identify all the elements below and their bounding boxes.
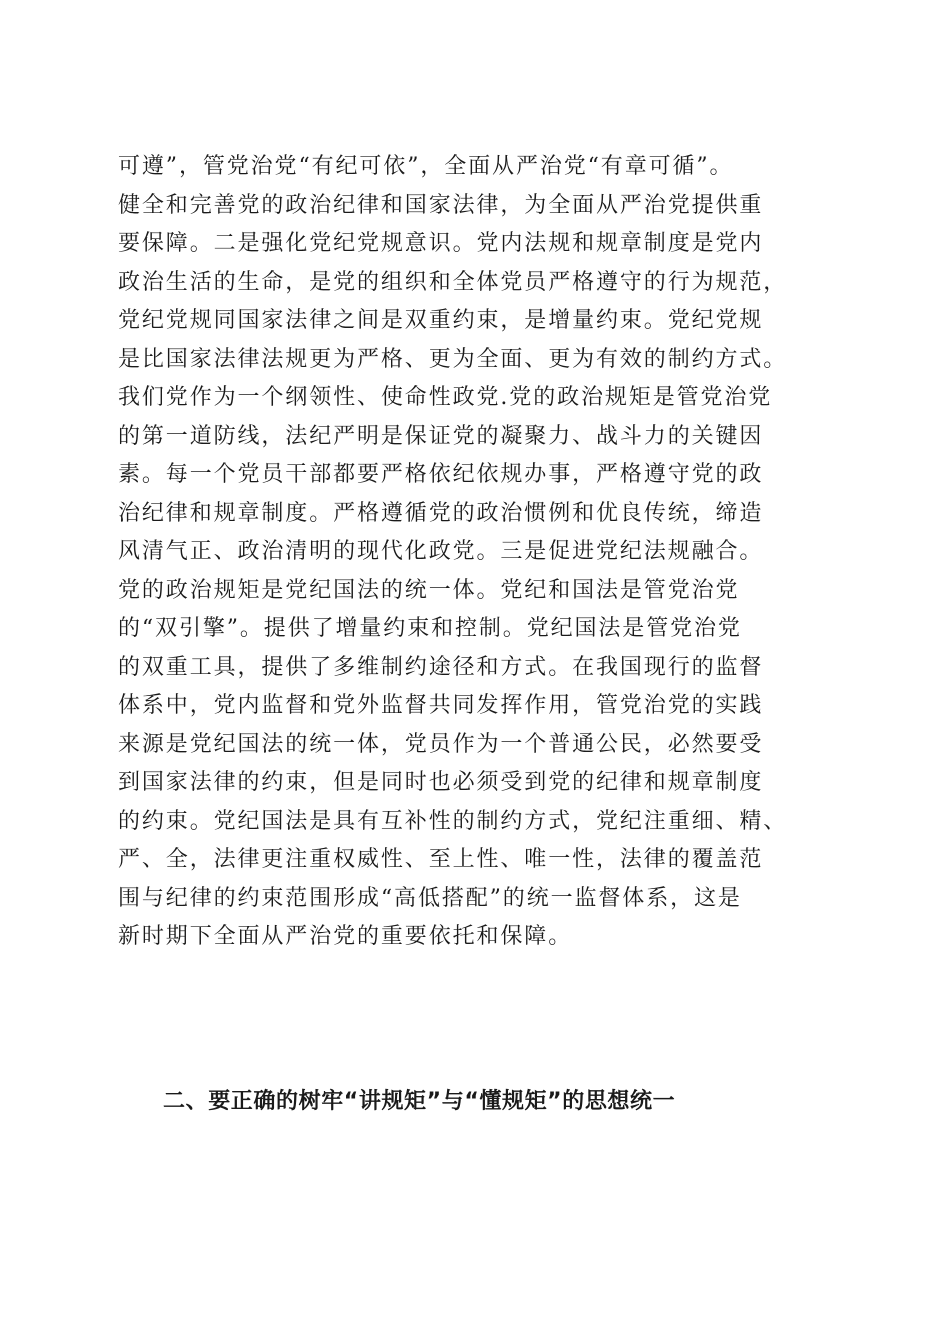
text-line: 素。每一个党员干部都要严格依纪依规办事，严格遵守党的政 [118,462,764,487]
text-line: 我们党作为一个纲领性、使命性政党.党的政治规矩是管党治党 [118,385,773,410]
text-line: 风清气正、政治清明的现代化政党。三是促进党纪法规融合。 [118,539,764,564]
text-line: 的双重工具，提供了多维制约途径和方式。在我国现行的监督 [118,654,764,680]
body-paragraph [118,148,858,957]
text-line: 可遵”，管党治党“有纪可依”，全面从严治党“有章可循”。 [118,154,734,179]
text-line: 政治生活的生命，是党的组织和全体党员严格遵守的行为规范， [118,269,788,295]
text-line: 党纪党规同国家法律之间是双重约束，是增量约束。党纪党规 [118,308,764,333]
text-line: 新时期下全面从严治党的重要依托和保障。 [118,924,573,949]
text-line: 党的政治规矩是党纪国法的统一体。党纪和国法是管党治党 [118,577,740,603]
text-line: 的“双引擎”。提供了增量约束和控制。党纪国法是管党治党 [118,616,742,641]
text-line: 健全和完善党的政治纪律和国家法律，为全面从严治党提供重 [118,192,764,218]
text-line: 的第一道防线，法纪严明是保证党的凝聚力、战斗力的关键因 [118,423,764,449]
text-line: 体系中，党内监督和党外监督共同发挥作用，管党治党的实践 [118,693,764,718]
text-line: 围与纪律的约束范围形成“高低搭配”的统一监督体系，这是 [118,885,742,911]
text-line: 的约束。党纪国法是具有互补性的制约方式，党纪注重细、精、 [118,808,788,834]
text-line: 是比国家法律法规更为严格、更为全面、更为有效的制约方式。 [118,346,788,372]
text-line: 到国家法律的约束，但是同时也必须受到党的纪律和规章制度 [118,770,764,795]
text-line: 要保障。二是强化党纪党规意识。党内法规和规章制度是党内 [118,231,764,256]
section-heading: 二、要正确的树牢“讲规矩”与“懂规矩”的思想统一 [163,1089,676,1114]
text-line: 严、全，法律更注重权威性、至上性、唯一性，法律的覆盖范 [118,847,764,872]
text-line: 治纪律和规章制度。严格遵循党的政治惯例和优良传统，缔造 [118,500,764,526]
text-line: 来源是党纪国法的统一体，党员作为一个普通公民，必然要受 [118,731,764,757]
